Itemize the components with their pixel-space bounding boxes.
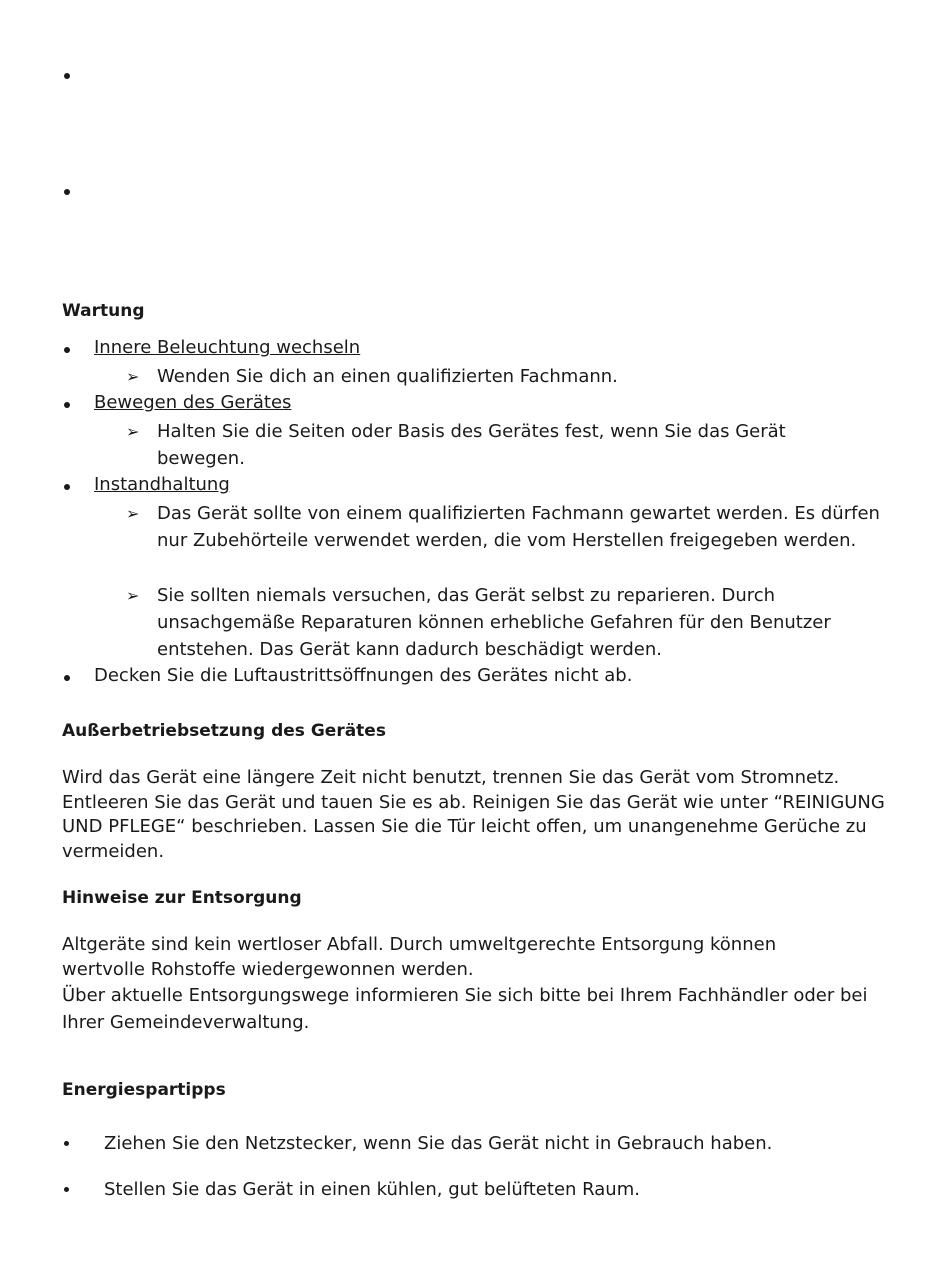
- list-bullet: [64, 484, 70, 490]
- arrow-bullet-icon: ➢: [126, 367, 140, 386]
- arrow-bullet-icon: ➢: [126, 504, 140, 523]
- paragraph-entsorgung-2: Über aktuelle Entsorgungswege informieren Sie sich bitte bei Ihrem Fachhändler oder bei Ihrer Gemeindeverwaltung.: [62, 985, 868, 1033]
- list-item-label: Decken Sie die Luftaustrittsöffnungen des Gerätes nicht ab.: [94, 665, 633, 686]
- list-item-label: Bewegen des Gerätes: [94, 392, 292, 413]
- list-bullet: [64, 402, 70, 408]
- empty-bullet: [64, 189, 70, 195]
- list-item-label: Innere Beleuchtung wechseln: [94, 337, 361, 358]
- list-bullet: [64, 1187, 69, 1192]
- sub-item-text: Wenden Sie dich an einen qualifizierten Fachmann.: [157, 366, 618, 387]
- tip-item: Ziehen Sie den Netzstecker, wenn Sie das Gerät nicht in Gebrauch haben.: [104, 1133, 773, 1154]
- section-heading-entsorgung: Hinweise zur Entsorgung: [62, 888, 302, 908]
- sub-item-text: Das Gerät sollte von einem qualifizierten Fachmann gewartet werden. Es dürfen nur Zubehörteile verwendet werden, die vom Herstellen freigegeben werden.: [157, 503, 880, 551]
- section-heading-ausserbetrieb: Außerbetriebsetzung des Gerätes: [62, 721, 386, 741]
- arrow-bullet-icon: ➢: [126, 586, 140, 605]
- empty-bullet: [64, 73, 70, 79]
- list-bullet: [64, 347, 70, 353]
- paragraph-ausserbetrieb: Wird das Gerät eine längere Zeit nicht benutzt, trennen Sie das Gerät vom Stromnetz. Entleeren Sie das Gerät und tauen Sie es ab. Reinigen Sie das Gerät wie unter “REINIGUNG UND PFLEGE“ beschrieben. Lassen Sie die Tür leicht offen, um unangenehme Gerüche zu vermeiden.: [62, 767, 885, 862]
- sub-item-text: Halten Sie die Seiten oder Basis des Gerätes fest, wenn Sie das Gerät bewegen.: [157, 421, 786, 469]
- list-bullet: [64, 1141, 69, 1146]
- paragraph-entsorgung-1: Altgeräte sind kein wertloser Abfall. Durch umweltgerechte Entsorgung können wertvolle Rohstoffe wiedergewonnen werden.: [62, 934, 777, 980]
- sub-item-text: Sie sollten niemals versuchen, das Gerät selbst zu reparieren. Durch unsachgemäße Reparaturen können erhebliche Gefahren für den Benutzer entstehen. Das Gerät kann dadurch beschädigt werden.: [157, 585, 831, 660]
- list-item-label: Instandhaltung: [94, 474, 230, 495]
- tip-item: Stellen Sie das Gerät in einen kühlen, gut belüfteten Raum.: [104, 1179, 640, 1200]
- section-heading-wartung: Wartung: [62, 301, 145, 321]
- list-bullet: [64, 675, 70, 681]
- section-heading-energie: Energiespartipps: [62, 1080, 226, 1100]
- arrow-bullet-icon: ➢: [126, 422, 140, 441]
